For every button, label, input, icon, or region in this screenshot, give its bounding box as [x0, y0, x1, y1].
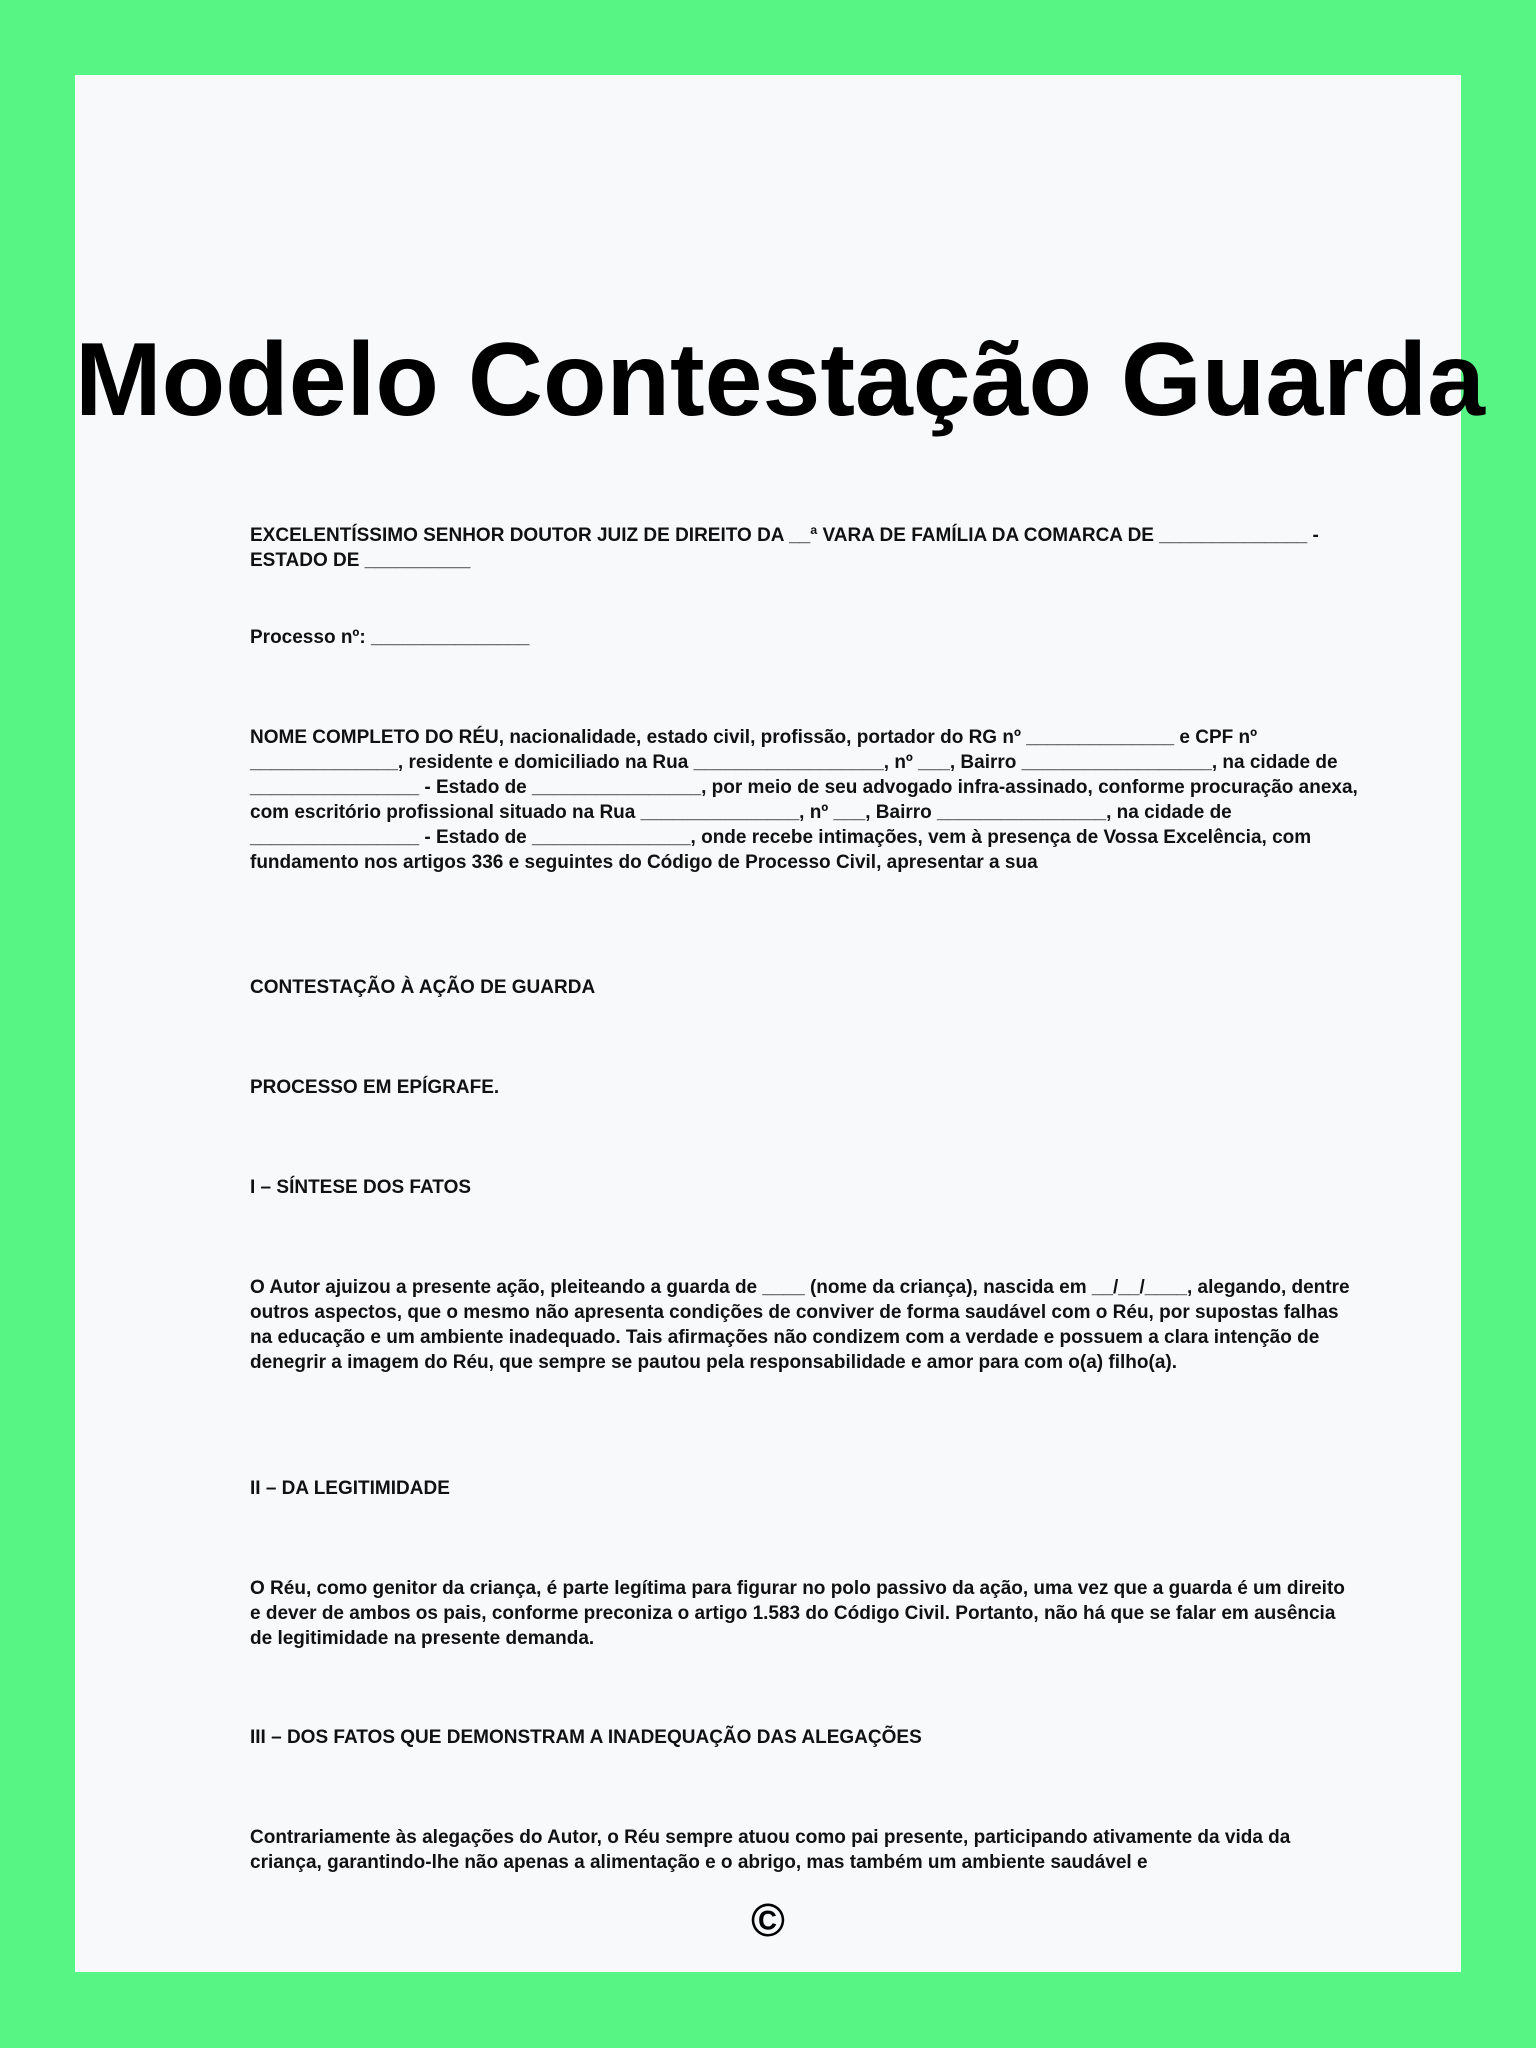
- defendant-qualification: NOME COMPLETO DO RÉU, nacionalidade, estado civil, profissão, portador do RG nº ______________ e CPF nº ______________, residente e domiciliado na Rua __________________, nº ___, Bairro __________________, na cidade de ________________ - Estado de ________________, por meio de seu advogado infra-assinado, conforme procuração anexa, com escritório profissional situado na Rua _______________, nº ___, Bairro ________________, na cidade de ________________ - Estado de _______________, onde recebe intimações, vem à presença de Vossa Excelência, com fundamento nos artigos 336 e seguintes do Código de Processo Civil, apresentar a sua: [250, 727, 1358, 873]
- copyright-icon: ©: [751, 1894, 785, 1946]
- court-header: EXCELENTÍSSIMO SENHOR DOUTOR JUIZ DE DIREITO DA __ª VARA DE FAMÍLIA DA COMARCA DE ______________ - ESTADO DE __________: [250, 525, 1319, 571]
- section-text-facts: O Autor ajuizou a presente ação, pleiteando a guarda de ____ (nome da criança), nascida em __/__/____, alegando, dentre outros aspectos, que o mesmo não apresenta condições de conviver de forma saudável com o Réu, por supostas falhas na educação e um ambiente inadequado. Tais afirmações não condizem com a verdade e possuem a clara intenção de denegrir a imagem do Réu, que sempre se pautou pela responsabilidade e amor para com o(a) filho(a).: [250, 1277, 1350, 1373]
- contest-title: CONTESTAÇÃO À AÇÃO DE GUARDA: [250, 977, 596, 998]
- document-page: [75, 75, 1485, 1972]
- section-text-inadequacy: Contrariamente às alegações do Autor, o Réu sempre atuou como pai presente, participando ativamente da vida da criança, garantindo-lhe não apenas a alimentação e o abrigo, mas também um ambiente saudável e: [250, 1827, 1291, 1873]
- section-heading-inadequacy: III – DOS FATOS QUE DEMONSTRAM A INADEQUAÇÃO DAS ALEGAÇÕES: [250, 1727, 922, 1748]
- section-text-legitimacy: O Réu, como genitor da criança, é parte legítima para figurar no polo passivo da ação, uma vez que a guarda é um direito e dever de ambos os pais, conforme preconiza o artigo 1.583 do Código Civil. Portanto, não há que se falar em ausência de legitimidade na presente demanda.: [250, 1578, 1345, 1649]
- process-number: Processo nº: _______________: [250, 627, 530, 648]
- section-heading-legitimacy: II – DA LEGITIMIDADE: [250, 1478, 450, 1499]
- section-heading-facts: I – SÍNTESE DOS FATOS: [250, 1177, 472, 1198]
- process-epigraph: PROCESSO EM EPÍGRAFE.: [250, 1077, 500, 1098]
- document-title: Modelo Contestação Guarda: [75, 322, 1485, 438]
